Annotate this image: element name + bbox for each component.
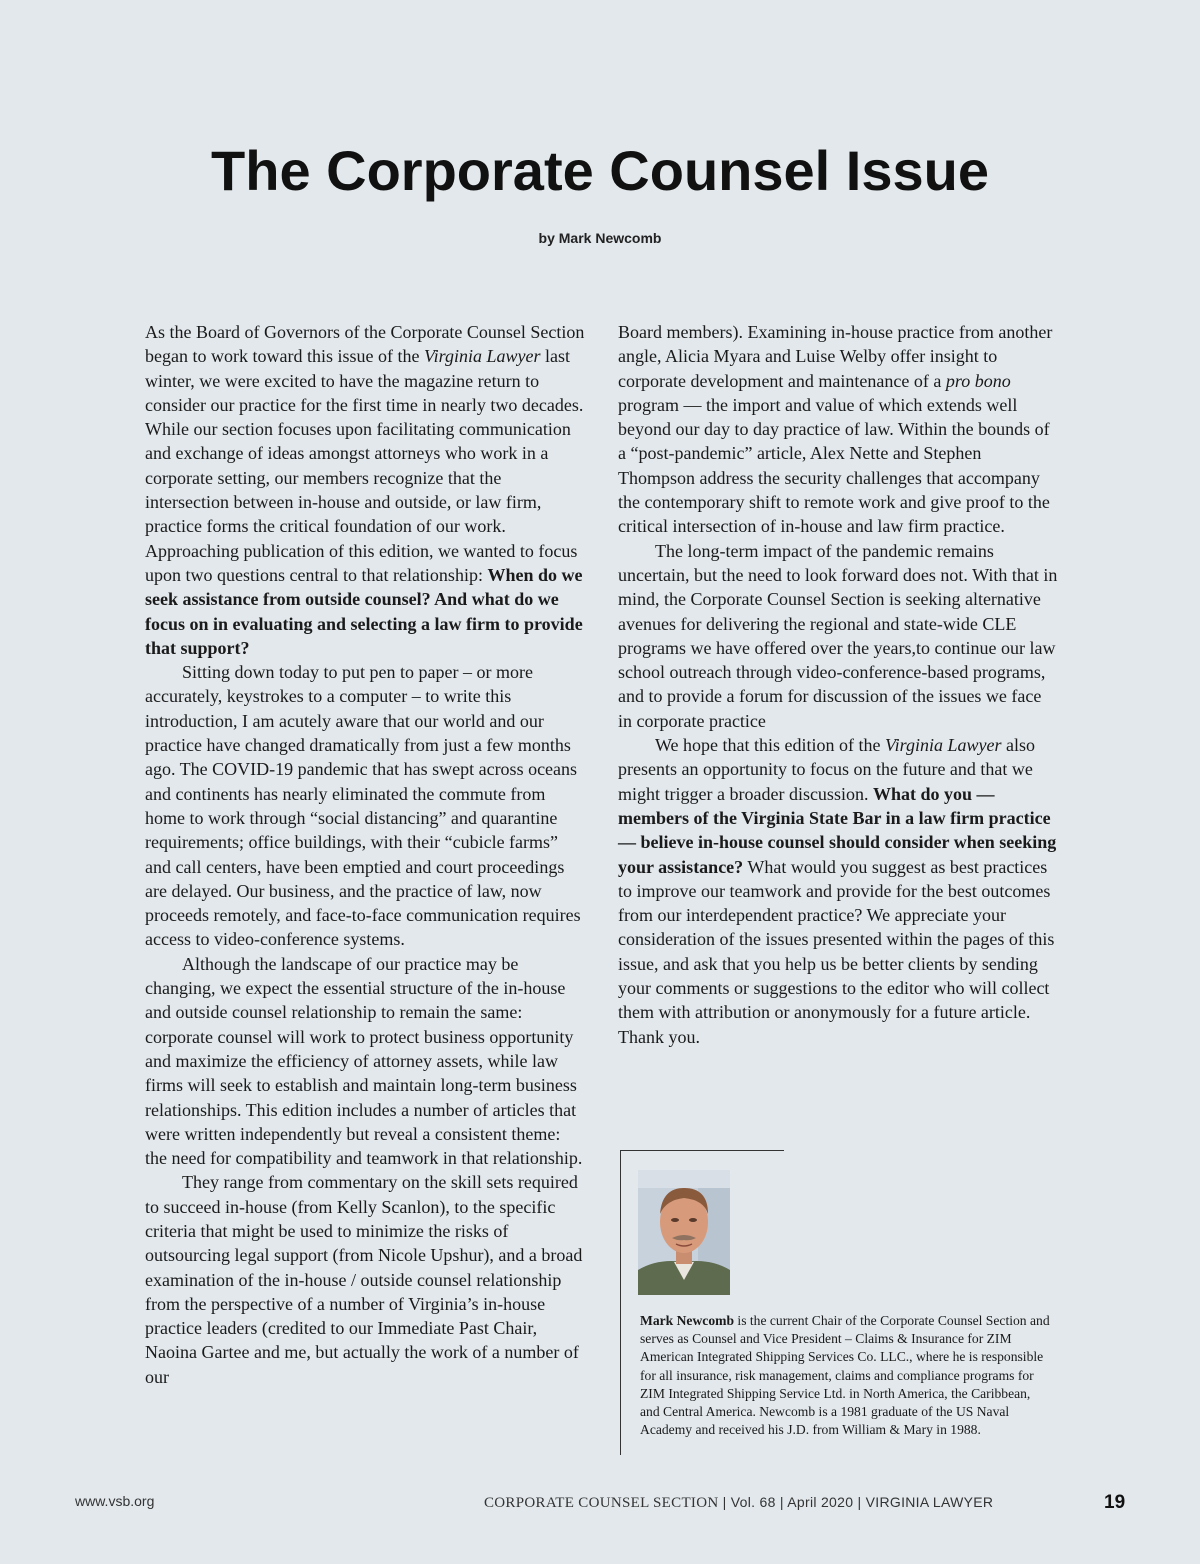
footer-sep-2: | [775,1494,788,1510]
call-to-action-bold: What do you — members of the Virginia State Bar in a law firm practice — believe in-house counsel should consider when seeking your assistance? [618,783,1057,877]
paragraph-4-continued: Board members). Examining in-house practice from another angle, Alicia Myara and Luise Welby offer insight to corporate development and maintenance of a pro bono program — the import and value of which extends well beyond our day to day practice of law. Within the bounds of a “post-pandemic” article, Alex Nette and Stephen Thompson address the security challenges that accompany the contemporary shift to remote work and give proof to the critical intersection of in-house and law firm practice. [618,322,1053,537]
paragraph-2: Sitting down today to put pen to paper – or more accurately, keystrokes to a computer – to write this introduction, I am acutely aware that our world and our practice have changed dramatically from just a few months ago. The COVID-19 pandemic that has swept across oceans and continents has nearly eliminated the commute from home to work through “social distancing” and quarantine requirements; office buildings, with their “cubicle farms” and call centers, have been emptied and court proceedings are delayed. Our business, and the practice of law, now proceeds remotely, and face-to-face communication requires access to video-conference systems. [145,662,581,950]
magazine-title-italic: Virginia Lawyer [423,346,541,367]
key-question-bold: When do we seek assistance from outside counsel? And what do we focus on in evaluating and selecting a law firm to provide that support? [145,564,583,658]
author-portrait-image [638,1170,730,1295]
paragraph-1: As the Board of Governors of the Corporate Counsel Section began to work toward this issue of the Virginia Lawyer last winter, we were excited to have the magazine return to consider our practice for the first time in nearly two decades. While our section focuses upon facilitating communication and exchange of ideas amongst attorneys who work in a corporate setting, our members recognize that the intersection between in-house and outside, or law firm, practice forms the critical foundation of our work. Approaching publication of this edition, we wanted to focus upon two questions central to that relationship: When do we seek assistance from outside counsel? And what do we focus on in evaluating and selecting a law firm to provide that support? [145,322,585,658]
footer-section: CORPORATE COUNSEL SECTION [484,1495,719,1511]
author-portrait [638,1170,730,1295]
footer-date: April 2020 [787,1494,854,1510]
article-column-left [145,320,585,1389]
paragraph-3: Although the landscape of our practice may be changing, we expect the essential structure of the in-house and outside counsel relationship to remain the same: corporate counsel will work to protect business opportunity and maximize the efficiency of attorney assets, while law firms will seek to establish and maintain long-term business relationships. This edition includes a number of articles that were written independently but reveal a consistent theme: the need for compatibility and teamwork in that relationship. [145,953,583,1169]
footer-running-head [484,1494,993,1512]
bio-top-rule [620,1150,784,1151]
paragraph-4-start: They range from commentary on the skill sets required to succeed in-house (from Kelly Scanlon), to the specific criteria that might be used to minimize the risks of outsourcing legal support (from Nicole Upshur), and a broad examination of the in-house / outside counsel relationship from the perspective of a number of Virginia’s in-house practice leaders (credited to our Immediate Past Chair, Naoina Gartee and me, but actually the work of a number of our [145,1172,583,1387]
author-name-bold: Mark Newcomb [640,1313,735,1328]
footer-sep-1: | [718,1494,731,1510]
byline: by Mark Newcomb [538,230,662,246]
footer-website: www.vsb.org [75,1493,155,1509]
footer-volume: Vol. 68 [730,1494,776,1510]
author-bio-text: Mark Newcomb is the current Chair of the Corporate Counsel Section and serves as Counsel and Vice President – Claims & Insurance for ZIM American Integrated Shipping Services Co. LLC., where he is responsible for all insurance, risk management, claims and compliance programs for ZIM Integrated Shipping Service Ltd. in North America, the Caribbean, and Central America. Newcomb is a 1981 graduate of the US Naval Academy and received his J.D. from William & Mary in 1988. [640,1313,1050,1438]
footer-sep-3: | [853,1494,866,1510]
footer-magazine: VIRGINIA LAWYER [865,1494,994,1510]
page-number: 19 [1104,1492,1126,1513]
paragraph-5: The long-term impact of the pandemic remains uncertain, but the need to look forward does not. With that in mind, the Corporate Counsel Section is seeking alternative avenues for delivering the regional and state-wide CLE programs we have offered over the years,to continue our law school outreach through video-conference-based programs, and to provide a forum for discussion of the issues we face in corporate practice [618,540,1058,731]
page-title: The Corporate Counsel Issue [211,139,989,202]
article-column-right [618,320,1058,1049]
paragraph-6: We hope that this edition of the Virginia Lawyer also presents an opportunity to focus on the future and that we might trigger a broader discussion. What do you — members of the Virginia State Bar in a law firm practice — believe in-house counsel should consider when seeking your assistance? What would you suggest as best practices to improve our teamwork and provide for the best outcomes from our interdependent practice? We appreciate your consideration of the issues presented within the pages of this issue, and ask that you help us be better clients by sending your comments or suggestions to the editor who will collect them with attribution or anonymously for a future article. Thank you. [618,735,1057,1047]
